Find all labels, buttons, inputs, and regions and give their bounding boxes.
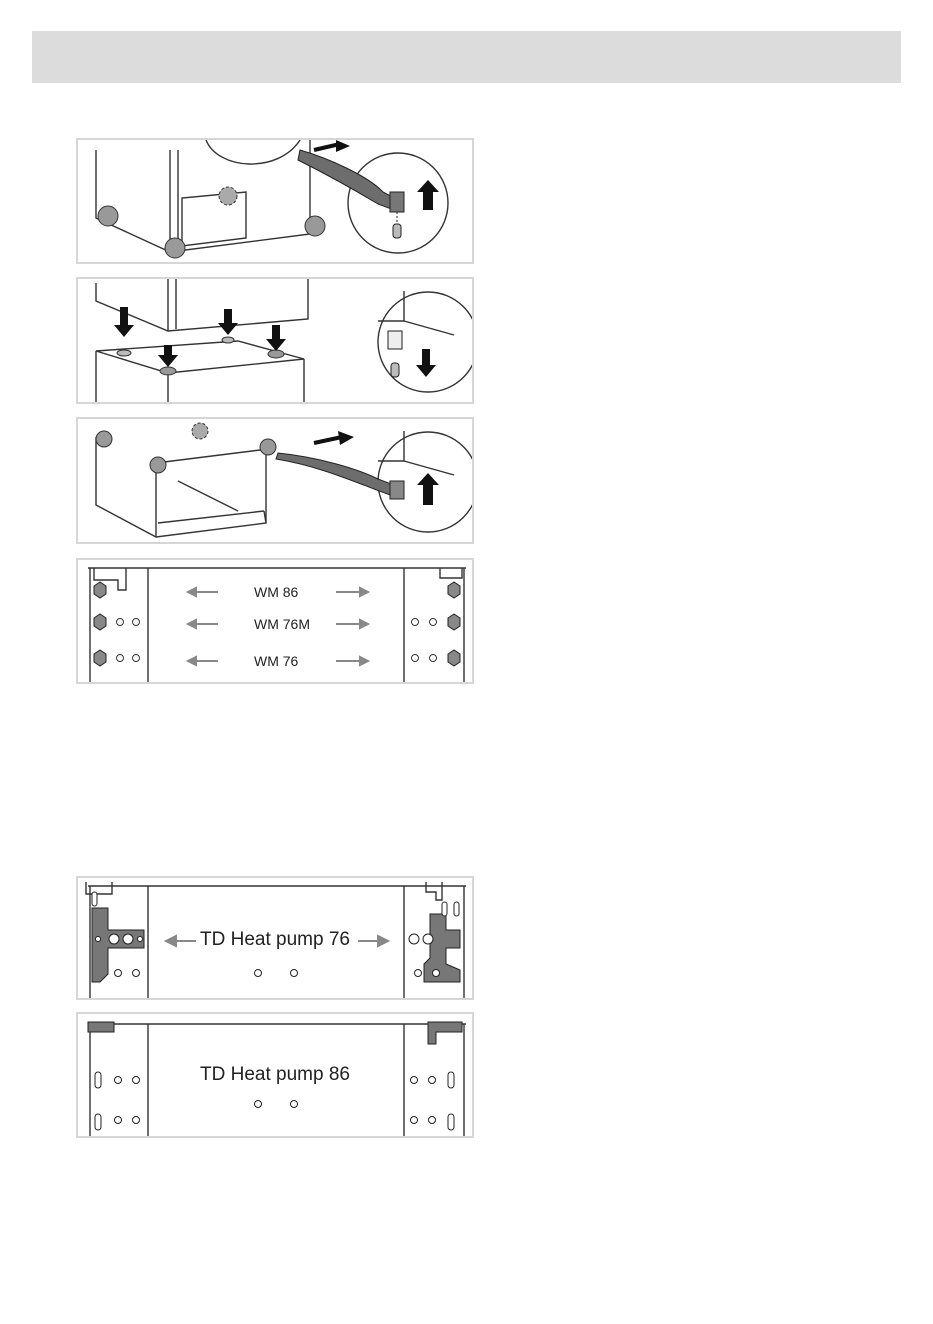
- figure-place-on-base: [76, 277, 474, 404]
- place-on-base-illustration: [78, 279, 474, 404]
- figure-fasten-feet: [76, 417, 474, 544]
- header-bar: [32, 31, 901, 83]
- label-wm-76: WM 76: [254, 653, 299, 669]
- figure-td-76-brackets: [76, 876, 474, 1000]
- figure-td-86-brackets: [76, 1012, 474, 1138]
- label-td-heat-pump-76: TD Heat pump 76: [200, 929, 350, 950]
- label-wm-86: WM 86: [254, 584, 299, 600]
- label-td-heat-pump-86: TD Heat pump 86: [200, 1064, 350, 1085]
- figure-wm-brackets: [76, 558, 474, 684]
- remove-feet-illustration: [78, 140, 474, 264]
- fasten-feet-illustration: [78, 419, 474, 544]
- figure-remove-feet: [76, 138, 474, 264]
- label-wm-76m: WM 76M: [254, 616, 310, 632]
